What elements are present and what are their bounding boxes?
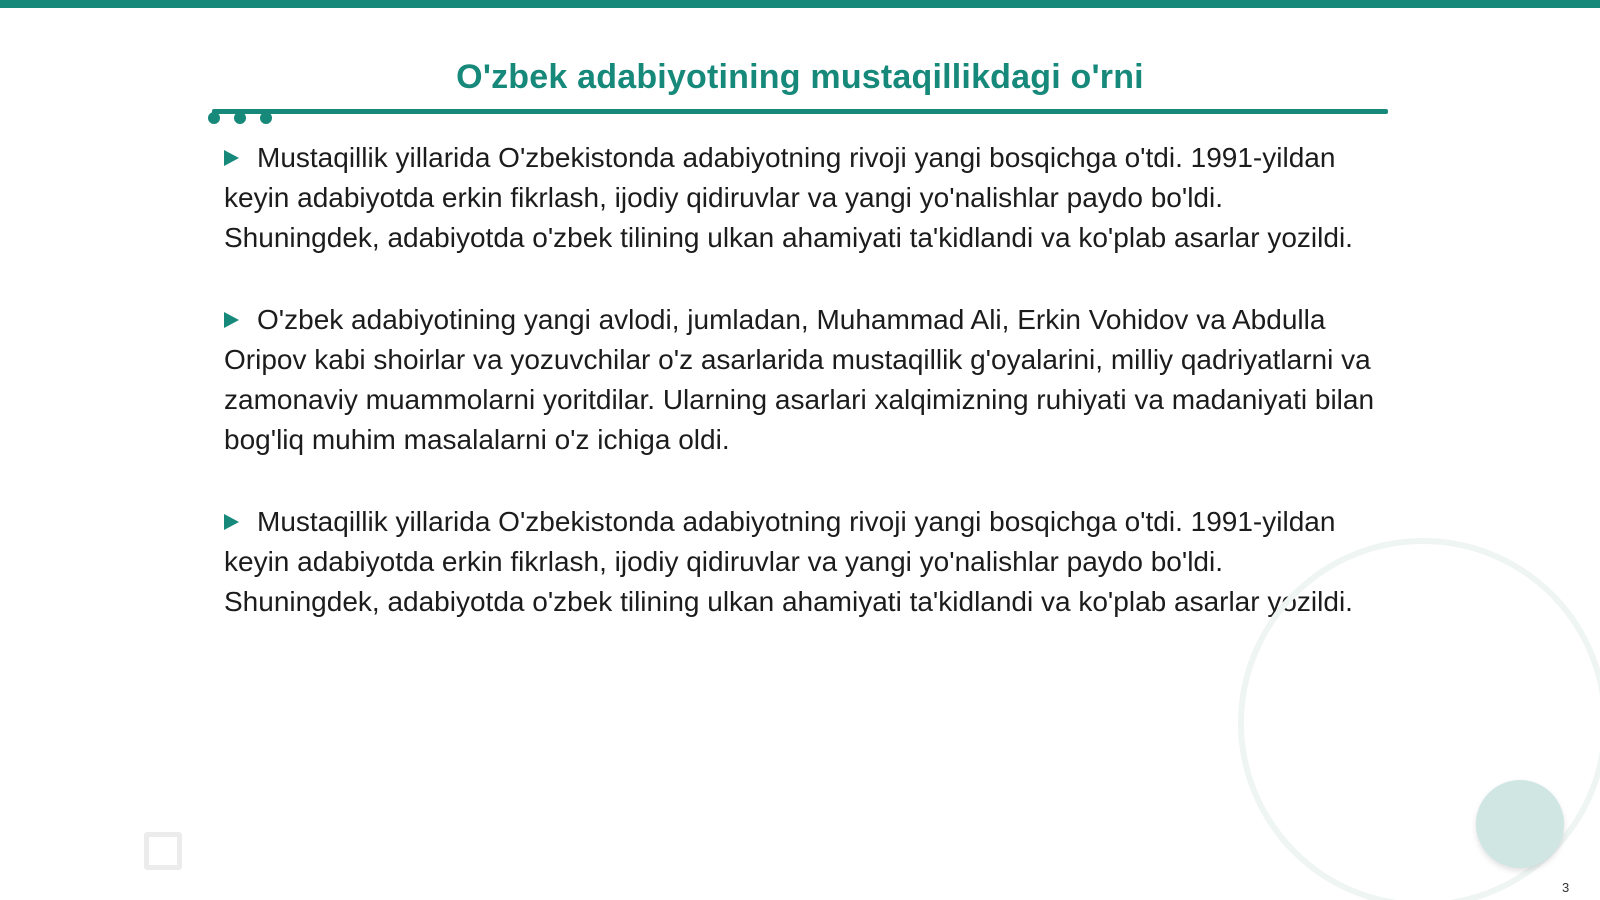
triangle-bullet-icon <box>224 514 239 530</box>
slide-content <box>224 138 1384 664</box>
bullet-text: Mustaqillik yillarida O'zbekistonda adabiyotning rivoji yangi bosqichga o'tdi. 1991-yildan keyin adabiyotda erkin fikrlash, ijodiy qidiruvlar va yangi yo'nalishlar paydo bo'ldi. Shuningdek, adabiyotda o'zbek tilining ulkan ahamiyati ta'kidlandi va ko'plab asarlar yozildi. <box>224 506 1353 617</box>
decorative-square <box>144 832 182 870</box>
slide-title: O'zbek adabiyotining mustaqillikdagi o'rni <box>456 58 1144 96</box>
decorative-circle <box>1476 780 1564 868</box>
triangle-bullet-icon <box>224 150 239 166</box>
title-dot-3 <box>260 112 272 124</box>
bullet-text: O'zbek adabiyotining yangi avlodi, jumladan, Muhammad Ali, Erkin Vohidov va Abdulla Oripov kabi shoirlar va yozuvchilar o'z asarlarida mustaqillik g'oyalarini, milliy qadriyatlarni va zamonaviy muammolarni yoritdilar. Ularning asarlari xalqimizning ruhiyati va madaniyati bilan bog'liq muhim masalalarni o'z ichiga oldi. <box>224 304 1375 455</box>
triangle-bullet-icon <box>224 312 239 328</box>
bullet-item <box>224 502 1384 622</box>
title-underline <box>212 109 1388 114</box>
bullet-text: Mustaqillik yillarida O'zbekistonda adabiyotning rivoji yangi bosqichga o'tdi. 1991-yildan keyin adabiyotda erkin fikrlash, ijodiy qidiruvlar va yangi yo'nalishlar paydo bo'ldi. Shuningdek, adabiyotda o'zbek tilining ulkan ahamiyati ta'kidlandi va ko'plab asarlar yozildi. <box>224 142 1353 253</box>
title-dot-2 <box>234 112 246 124</box>
bullet-item <box>224 300 1384 460</box>
title-dot-1 <box>208 112 220 124</box>
slide-number: 3 <box>1562 880 1570 895</box>
bullet-item <box>224 138 1384 258</box>
top-accent-bar <box>0 0 1600 8</box>
